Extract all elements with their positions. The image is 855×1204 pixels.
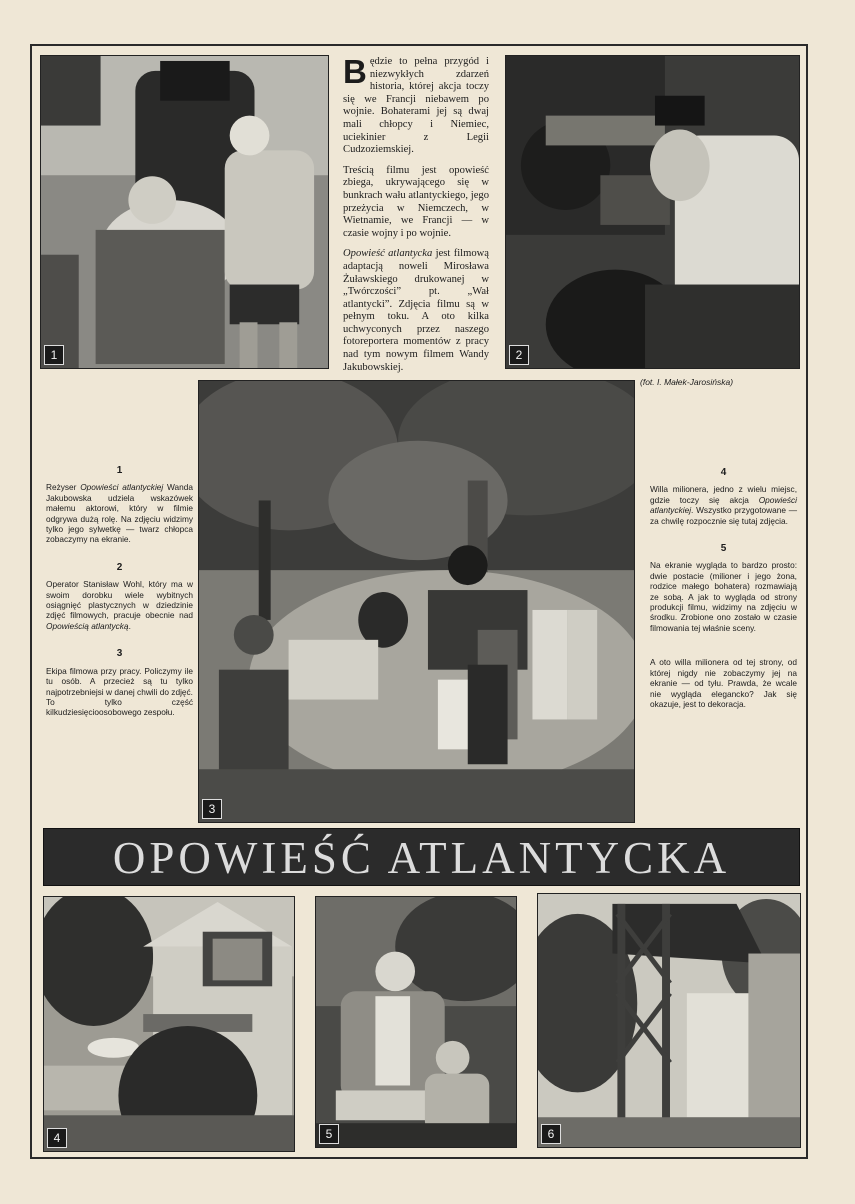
caption-number-5: 5 — [720, 543, 727, 555]
photo-2-cameraman — [505, 55, 800, 369]
caption-4: Willa milionera, jedno z wielu miejsc, gdzie toczy się akcja Opowieści atlantyckiej. Wszystko przygotowane — za chwilę rozpocznie się tutaj zdjęcia. — [650, 484, 797, 526]
photo-4-villa — [43, 896, 295, 1152]
photo-number-4: 4 — [47, 1128, 67, 1148]
captions-right — [650, 468, 797, 727]
photo-1-image — [41, 56, 328, 368]
drop-cap: B — [343, 53, 367, 90]
photo-number-1: 1 — [44, 345, 64, 365]
photo-6-villa-back — [537, 893, 801, 1148]
photo-number-2: 2 — [509, 345, 529, 365]
caption-3: Ekipa filmowa przy pracy. Policzymy ile tu osób. A przecież są tu tylko najpotrzebniejsi w danej chwili do zdjęć. To tylko część kilkudziesięcioosobowego zespołu. — [46, 665, 193, 718]
photo-number-5: 5 — [319, 1124, 339, 1144]
photo-3-image — [199, 381, 634, 822]
caption-2: Operator Stanisław Wohl, który ma w swoim dorobku wiele wybitnych osiągnięć plastycznych w dziedzinie zdjęć filmowych, pracuje obecnie nad Opowieścią atlantycką. — [46, 579, 193, 631]
caption-1: Reżyser Opowieści atlantyckiej Wanda Jakubowska udziela wskazówek małemu aktorowi, który w filmie odgrywa dużą rolę. Na zdjęciu widzimy tylko jego sylwetkę — twarz chłopca zobaczymy na ekranie. — [46, 482, 193, 545]
caption-6: A oto willa milionera od tej strony, od której nigdy nie zobaczymy jej na ekranie — od tyłu. Prawda, że wcale nie wygląda elegancko? Jak się okazuje, jest to dekoracja. — [650, 657, 797, 709]
photo-6-image — [538, 894, 800, 1147]
title-banner — [43, 828, 800, 886]
photo-2-image — [506, 56, 799, 368]
photo-credit: (fot. I. Małek-Jarosińska) — [640, 377, 734, 387]
photo-1-director — [40, 55, 329, 369]
intro-paragraph-2: Treścią filmu jest opowieść zbiega, ukrywającego się w bunkrach wału atlantyckiego, jego przeżycia w Niemczech, w Wietnamie, we Francji — w czasie wojny i po wojnie. — [343, 164, 489, 239]
photo-4-image — [44, 897, 294, 1151]
intro-paragraph-3: Opowieść atlantycka jest filmową adaptacją noweli Mirosława Żuławskiego drukowanej w „Twórczości” pt. „Wał atlantycki”. Zdjęcia filmu są w pełnym toku. A oto kilka uchwyconych przez naszego fotoreportera momentów z pracy nad tym nowym filmem Wandy Jakubowskiej. — [343, 248, 489, 373]
caption-number-2: 2 — [116, 561, 123, 573]
photo-5-actors — [315, 896, 517, 1148]
caption-number-1: 1 — [116, 465, 123, 476]
photo-number-6: 6 — [541, 1124, 561, 1144]
photo-number-3: 3 — [202, 799, 222, 819]
caption-number-3: 3 — [116, 648, 123, 660]
photo-3-film-crew — [198, 380, 635, 823]
captions-left — [46, 466, 193, 736]
caption-5: Na ekranie wygląda to bardzo prosto: dwie postacie (milioner i jego żona, rodzice małego bohatera) rozmawiają ze sobą. A jak to wygląda od strony produkcji filmu, widzimy na zdjęciu w środku. Zrobione ono zostało w czasie filmowania tej właśnie sceny. — [650, 560, 797, 633]
intro-paragraph-1: Będzie to pełna przygód i niezwykłych zdarzeń historia, której akcja toczy się we Francji niebawem po wojnie. Bohaterami jej są dwaj mali chłopcy i Niemiec, uciekinier z Legii Cudzoziemskiej. — [343, 53, 489, 156]
banner-title: OPOWIEŚĆ ATLANTYCKA — [112, 833, 731, 883]
photo-5-image — [316, 897, 516, 1147]
intro-article — [343, 53, 489, 382]
caption-number-4: 4 — [720, 467, 727, 478]
